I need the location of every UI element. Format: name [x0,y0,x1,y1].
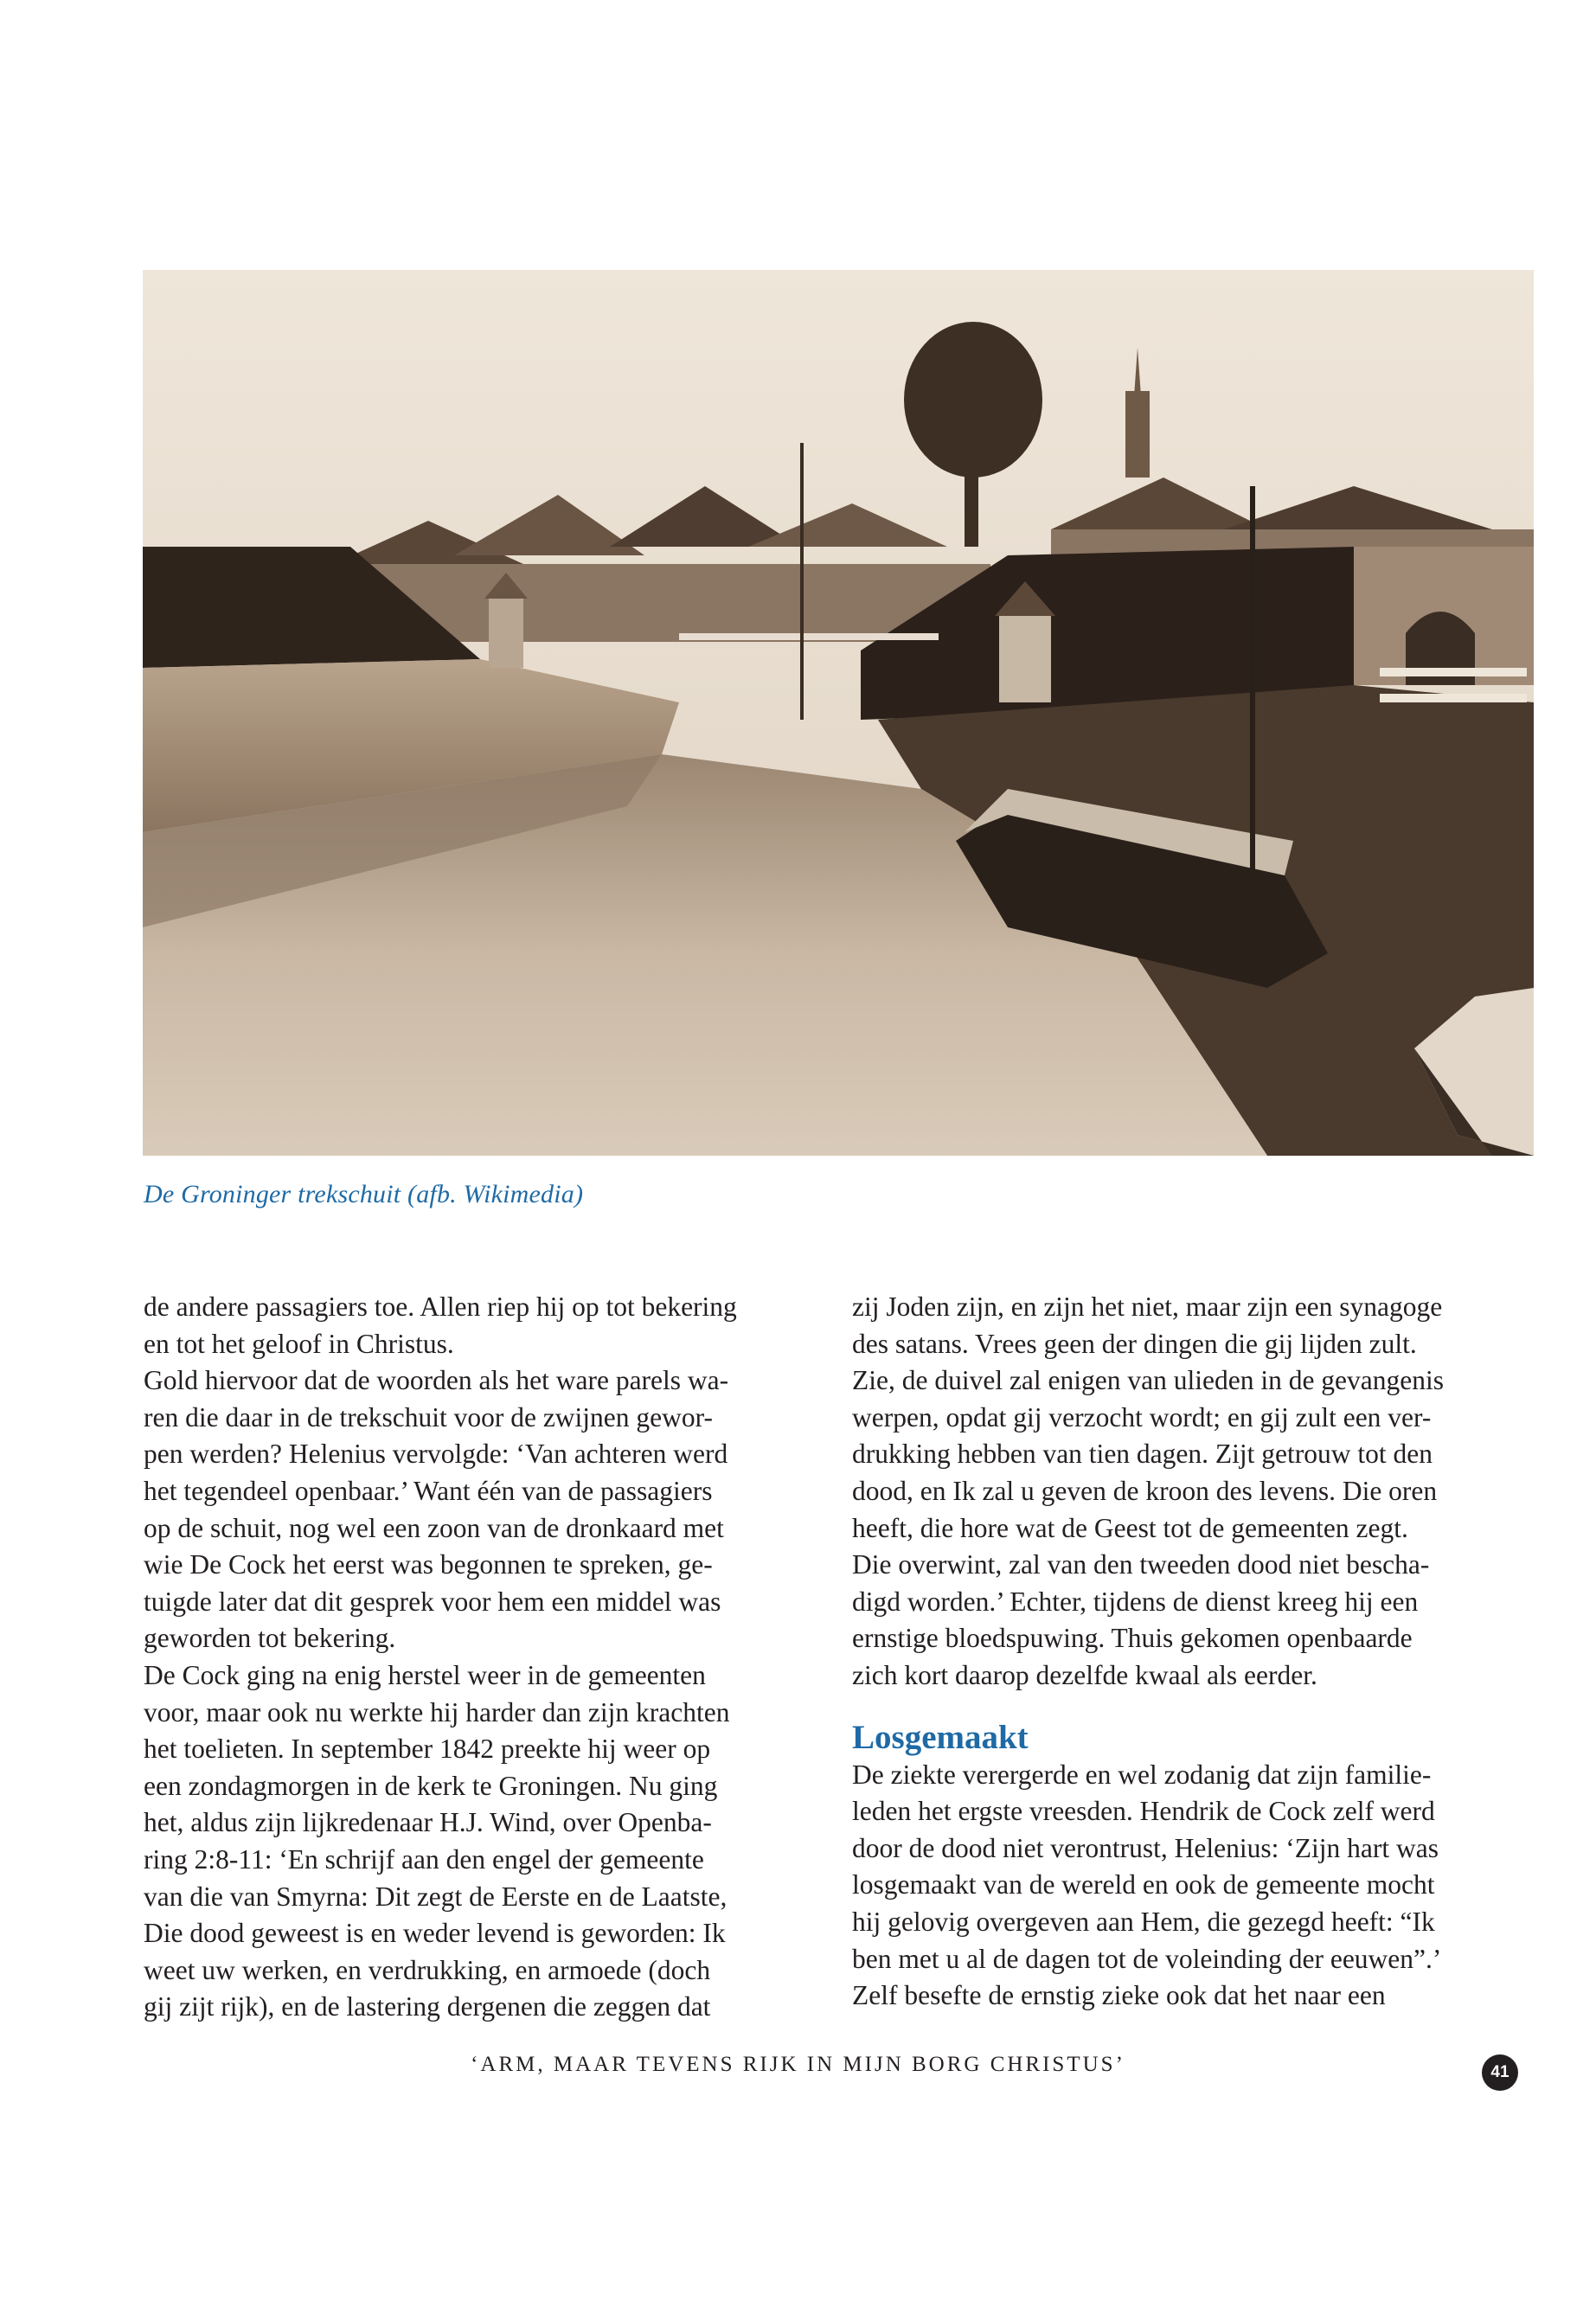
text-line: het toelieten. In september 1842 preekte hij weer op [144,1734,711,1765]
text-line: heeft, die hore wat de Geest tot de gemeenten zegt. [852,1512,1408,1543]
text-line: op de schuit, nog wel een zoon van de dronkaard met [144,1512,724,1543]
left-column [144,1289,801,2026]
text-line: pen werden? Helenius vervolgde: ‘Van achteren werd [144,1439,728,1470]
text-line: leden het ergste vreesden. Hendrik de Cock zelf werd [852,1796,1435,1827]
canal-photo [143,270,1534,1156]
text-line: weet uw werken, en verdrukking, en armoede (doch [144,1954,711,1985]
text-line: ernstige bloedspuwing. Thuis gekomen openbaarde [852,1623,1413,1654]
text-line: ren die daar in de trekschuit voor de zwijnen gewor- [144,1401,713,1433]
text-line: van die van Smyrna: Dit zegt de Eerste en de Laatste, [144,1881,727,1912]
text-line: des satans. Vrees geen der dingen die gij lijden zult. [852,1328,1417,1359]
text-line: zij Joden zijn, en zijn het niet, maar zijn een synagoge [852,1292,1443,1322]
text-line: Die dood geweest is en weder levend is geworden: Ik [144,1918,726,1949]
text-line: voor, maar ook nu werkte hij harder dan zijn krachten [144,1696,730,1727]
text-line: een zondagmorgen in de kerk te Groningen. Nu ging [144,1770,718,1801]
text-line: tuigde later dat dit gesprek voor hem een middel was [144,1586,721,1617]
text-line: gij zijt rijk), en de lastering dergenen die zeggen dat [144,1991,711,2022]
text-line: digd worden.’ Echter, tijdens de dienst kreeg hij een [852,1586,1419,1617]
text-line: werpen, opdat gij verzocht wordt; en gij zult een ver- [852,1401,1432,1433]
running-title: ‘ARM, MAAR TEVENS RIJK IN MIJN BORG CHRISTUS’ [471,2053,1125,2076]
text-line: hij gelovig overgeven aan Hem, die gezegd heeft: “Ik [852,1906,1435,1937]
text-line: het, aldus zijn lijkredenaar H.J. Wind, over Openba- [144,1807,712,1838]
text-line: De ziekte verergerde en wel zodanig dat zijn familie- [852,1759,1432,1790]
text-line: dood, en Ik zal u geven de kroon des levens. Die oren [852,1475,1438,1506]
text-line: Die overwint, zal van den tweeden dood niet bescha- [852,1549,1430,1580]
text-line: losgemaakt van de wereld en ook de gemeente mocht [852,1869,1435,1900]
text-line: De Cock ging na enig herstel weer in de gemeenten [144,1659,706,1690]
text-line: het tegendeel openbaar.’ Want één van de passagiers [144,1475,713,1506]
text-line: wie De Cock het eerst was begonnen te spreken, ge- [144,1549,713,1580]
text-line: en tot het geloof in Christus. [144,1328,454,1359]
text-line: Zelf besefte de ernstig zieke ook dat het naar een [852,1980,1386,2011]
text-line: de andere passagiers toe. Allen riep hij op tot bekering [144,1292,737,1322]
section-heading: Losgemaakt [852,1718,1029,1756]
text-line: Zie, de duivel zal enigen van ulieden in de gevangenis [852,1365,1445,1396]
text-line: Gold hiervoor dat de woorden als het ware parels wa- [144,1365,729,1396]
right-column [852,1289,1509,2015]
text-line: drukking hebben van tien dagen. Zijt getrouw tot den [852,1439,1433,1470]
text-line: ring 2:8-11: ‘En schrijf aan den engel der gemeente [144,1843,704,1875]
text-line: zich kort daarop dezelfde kwaal als eerder. [852,1659,1317,1690]
text-line: door de dood niet verontrust, Helenius: ‘Zijn hart was [852,1832,1439,1863]
figure-caption: De Groninger trekschuit (afb. Wikimedia) [144,1180,584,1208]
text-line: ben met u al de dagen tot de voleinding der eeuwen”.’ [852,1943,1442,1974]
text-line: geworden tot bekering. [144,1623,396,1654]
page-number: 41 [1482,2054,1518,2091]
